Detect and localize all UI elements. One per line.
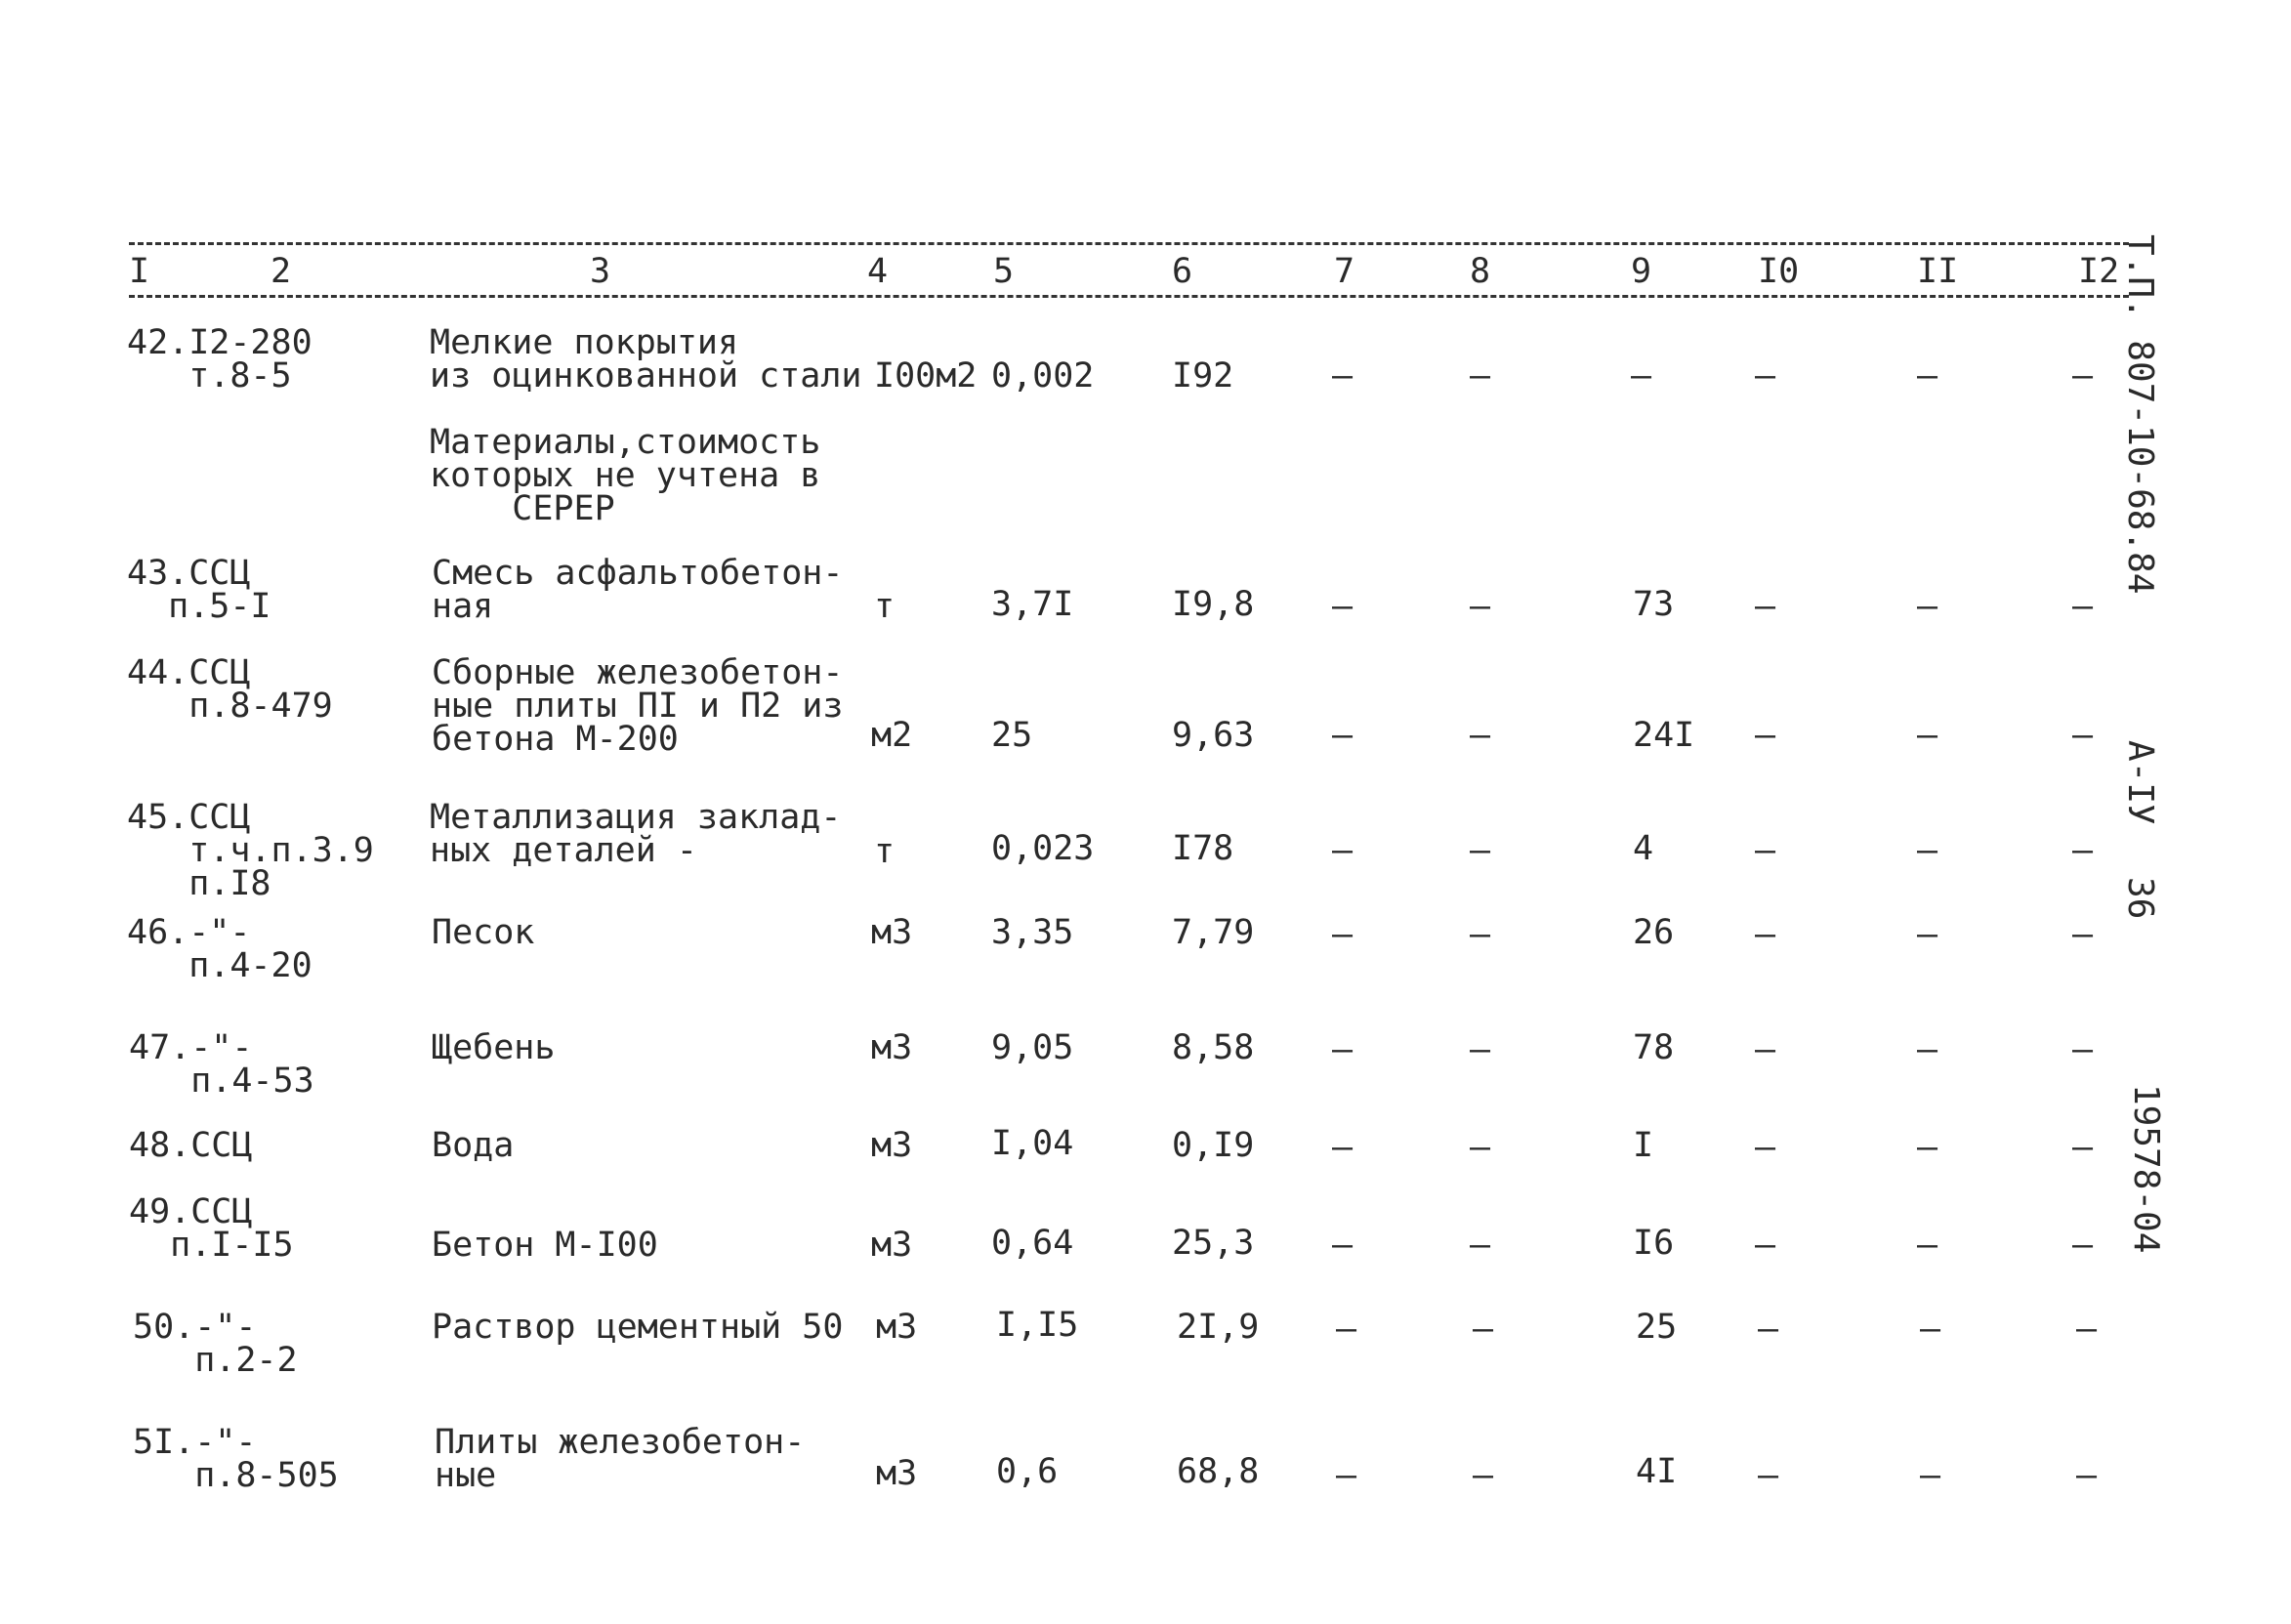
row-46-unit: м3 [871,913,913,952]
row-44-unit: м2 [871,716,913,755]
row-50-col9: 25 [1636,1308,1678,1347]
row-45-col11: – [1917,831,1938,870]
row-47-col12: – [2072,1030,2094,1069]
col-header-2: 2 [271,252,292,291]
col-header-3: 3 [590,252,611,291]
materials-subheader: Материалы,стоимость которых не учтена в СЕРЕР [430,423,821,528]
row-47-qty: 9,05 [991,1028,1074,1067]
row-45-price: I78 [1172,829,1234,868]
row-47-col9: 78 [1633,1028,1675,1067]
row-46-col9: 26 [1633,913,1675,952]
row-48-col12: – [2072,1128,2094,1167]
row-42-price: I92 [1172,356,1234,396]
row-42-col8: – [1470,356,1491,396]
row-51-name: Плиты железобетон- ные [435,1423,806,1495]
col-header-4: 4 [867,252,889,291]
row-50-col11: – [1920,1310,1941,1349]
row-49-col12: – [2072,1226,2094,1265]
row-47-col11: – [1917,1030,1938,1069]
row-42-qty: 0,002 [991,356,1095,396]
row-46-col10: – [1755,915,1776,954]
row-50-price: 2I,9 [1177,1308,1260,1347]
row-45-col12: – [2072,831,2094,870]
row-51-price: 68,8 [1177,1452,1260,1491]
row-49-col9: I6 [1633,1224,1675,1263]
row-44-col10: – [1755,716,1776,755]
row-50-qty: I,I5 [996,1306,1079,1345]
album-label: А-IУ [2120,740,2160,825]
row-47-code: 47.-"- п.4-53 [129,1028,314,1101]
row-45-col8: – [1470,831,1491,870]
row-43-name: Смесь асфальтобетон- ная [432,554,844,626]
row-47-price: 8,58 [1172,1028,1255,1067]
row-48-col9: I [1633,1126,1654,1165]
row-42-unit: I00м2 [874,356,978,396]
row-50-name: Раствор цементный 50 [432,1308,844,1347]
row-42-name: Мелкие покрытия из оцинкованной стали [430,323,862,396]
row-48-code: 48.ССЦ [129,1126,253,1165]
col-header-6: 6 [1172,252,1193,291]
col-header-1: I [129,252,150,291]
row-45-col7: – [1332,831,1354,870]
page-number-label: 36 [2120,877,2160,920]
row-50-code: 50.-"- п.2-2 [133,1308,298,1380]
project-code-label: Т.П. 807-10-68.84 [2120,234,2160,595]
row-48-col8: – [1470,1128,1491,1167]
row-48-col10: – [1755,1128,1776,1167]
col-header-9: 9 [1631,252,1652,291]
row-50-unit: м3 [876,1308,918,1347]
row-43-col9: 73 [1633,585,1675,624]
row-45-code: 45.ССЦ т.ч.п.3.9 п.I8 [127,798,374,903]
row-51-col10: – [1758,1456,1779,1495]
row-43-col12: – [2072,587,2094,626]
row-46-col12: – [2072,915,2094,954]
row-51-qty: 0,6 [996,1452,1059,1491]
row-48-col11: – [1917,1128,1938,1167]
row-43-col7: – [1332,587,1354,626]
row-45-col9: 4 [1633,829,1654,868]
row-50-col7: – [1336,1310,1357,1349]
row-44-col9: 24I [1633,716,1695,755]
row-44-col12: – [2072,716,2094,755]
row-45-unit: т [874,832,896,871]
row-43-price: I9,8 [1172,585,1255,624]
row-49-qty: 0,64 [991,1224,1074,1263]
row-42-col10: – [1755,356,1776,396]
row-49-price: 25,3 [1172,1224,1255,1263]
row-49-col7: – [1332,1226,1354,1265]
row-48-name: Вода [432,1126,515,1165]
row-42-col7: – [1332,356,1354,396]
row-43-col11: – [1917,587,1938,626]
row-49-name: Бетон М-I00 [432,1226,658,1265]
row-43-col10: – [1755,587,1776,626]
row-45-col10: – [1755,831,1776,870]
col-header-12: I2 [2078,252,2120,291]
col-header-8: 8 [1470,252,1491,291]
row-46-code: 46.-"- п.4-20 [127,913,312,985]
row-50-col8: – [1473,1310,1494,1349]
row-47-name: Щебень [432,1028,556,1067]
row-42-col11: – [1917,356,1938,396]
row-51-col11: – [1920,1456,1941,1495]
row-51-code: 5I.-"- п.8-505 [133,1423,339,1495]
row-44-price: 9,63 [1172,716,1255,755]
row-48-price: 0,I9 [1172,1126,1255,1165]
row-46-qty: 3,35 [991,913,1074,952]
row-43-qty: 3,7I [991,585,1074,624]
row-47-col7: – [1332,1030,1354,1069]
row-49-code: 49.ССЦ п.I-I5 [129,1192,294,1265]
row-49-col10: – [1755,1226,1776,1265]
col-header-10: I0 [1758,252,1800,291]
col-header-5: 5 [993,252,1015,291]
header-top-rule [129,242,2129,245]
row-44-col11: – [1917,716,1938,755]
row-46-col8: – [1470,915,1491,954]
row-45-name: Металлизация заклад- ных деталей - [430,798,842,870]
row-44-col7: – [1332,716,1354,755]
col-header-7: 7 [1334,252,1355,291]
row-48-col7: – [1332,1128,1354,1167]
row-48-qty: I,04 [991,1124,1074,1163]
header-bottom-rule [129,295,2129,298]
row-50-col12: – [2076,1310,2098,1349]
row-46-price: 7,79 [1172,913,1255,952]
row-44-name: Сборные железобетон- ные плиты ПI и П2 из бетона М-200 [432,653,844,759]
document-number-label: 19578-04 [2126,1084,2166,1254]
row-47-col8: – [1470,1030,1491,1069]
row-43-col8: – [1470,587,1491,626]
row-46-col11: – [1917,915,1938,954]
row-48-unit: м3 [871,1126,913,1165]
row-44-code: 44.ССЦ п.8-479 [127,653,333,726]
row-50-col10: – [1758,1310,1779,1349]
row-42-code: 42.I2-280 т.8-5 [127,323,312,396]
row-47-unit: м3 [871,1028,913,1067]
row-42-col12: – [2072,356,2094,396]
row-49-unit: м3 [871,1226,913,1265]
row-44-qty: 25 [991,716,1033,755]
col-header-11: II [1917,252,1959,291]
row-49-col8: – [1470,1226,1491,1265]
row-42-col9: – [1631,356,1652,396]
row-51-col9: 4I [1636,1452,1678,1491]
row-46-name: Песок [432,913,535,952]
row-51-unit: м3 [876,1454,918,1493]
row-45-qty: 0,023 [991,829,1095,868]
row-49-col11: – [1917,1226,1938,1265]
row-51-col7: – [1336,1456,1357,1495]
row-51-col8: – [1473,1456,1494,1495]
row-46-col7: – [1332,915,1354,954]
row-47-col10: – [1755,1030,1776,1069]
row-51-col12: – [2076,1456,2098,1495]
row-44-col8: – [1470,716,1491,755]
row-43-code: 43.ССЦ п.5-I [127,554,271,626]
row-43-unit: т [874,587,896,626]
